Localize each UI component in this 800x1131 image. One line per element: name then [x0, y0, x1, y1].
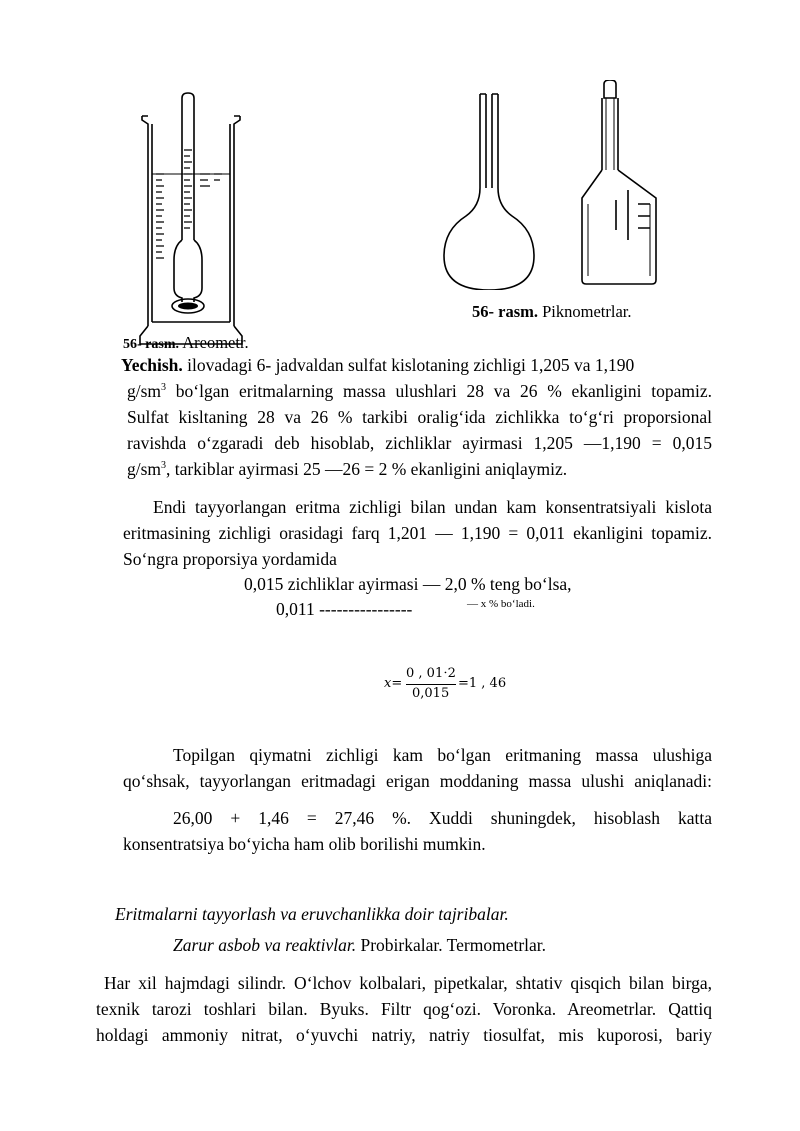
proportion-line-1: 0,015 zichliklar ayirmasi — 2,0 % teng bo‘lsa,	[244, 574, 572, 594]
para3-line-2: qo‘shsak, tayyorlangan eritmadagi erigan moddaning massa ulushi aniqlanadi:	[123, 771, 712, 791]
caption-number: 56- rasm.	[472, 302, 538, 321]
solution-line-5: $g/sm^3$, tarkiblar ayirmasi 25 —26 = 2 % ekanligini aniqlaymiz.	[127, 459, 568, 479]
para2-line-2: eritmasining zichligi orasidagi farq 1,201 — 1,190 = 0,011 ekanligini topamiz.	[123, 523, 712, 543]
formula-rhs: =1 , 46	[458, 676, 507, 691]
proportion-note: — x % bo‘ladi.	[467, 598, 535, 610]
solution-line-3: Sulfat kisltaning 28 va 26 % tarkibi oralig‘ida zichlikka to‘g‘ri proporsional	[127, 407, 712, 427]
proportion-line-2: 0,011 ----------------	[276, 599, 413, 619]
para2-line-3: So‘ngra proporsiya yordamida	[123, 549, 337, 569]
section-line-1: Har xil hajmdagi silindr. O‘lchov kolbalari, pipetkalar, shtativ qisqich bilan birga,	[104, 973, 712, 993]
para3-line-1: Topilgan qiymatni zichligi kam bo‘lgan eritmaning massa ulushiga	[173, 745, 712, 765]
requirements-line: Zarur asbob va reaktivlar. Probirkalar. Termometrlar.	[173, 935, 547, 955]
pycnometer-caption	[472, 300, 631, 324]
para4-line-1: 26,00 + 1,46 = 27,46 %. Xuddi shuningdek, hisoblash katta	[173, 808, 712, 828]
pycnometer-illustration	[440, 80, 670, 290]
formula-denominator: 0,015	[412, 686, 450, 701]
areometer-illustration	[138, 90, 244, 348]
formula	[384, 664, 514, 706]
section-line-2: texnik tarozi toshlari bilan. Byuks. Filtr qog‘ozi. Voronka. Areometrlar. Qattiq	[96, 999, 712, 1019]
caption-text: Areometr.	[179, 333, 249, 352]
para4-line-2: konsentratsiya bo‘yicha ham olib borilishi mumkin.	[123, 834, 486, 854]
formula-numerator: 0 , 01⋅2	[406, 666, 456, 681]
caption-number: 56- rasm.	[123, 337, 179, 352]
section-line-3: holdagi ammoniy nitrat, o‘yuvchi natriy, natriy tiosulfat, mis kuporosi, bariy	[96, 1025, 712, 1045]
section-heading: Eritmalarni tayyorlash va eruvchanlikka doir tajribalar.	[115, 904, 509, 924]
solution-line-2: $g/sm^3$ bo‘lgan eritmalarning massa ulushlari 28 va 26 % ekanligini topamiz.	[127, 381, 712, 401]
caption-text: Piknometrlar.	[537, 302, 632, 321]
solution-line-4: ravishda o‘zgaradi deb hisoblab, zichliklar ayirmasi 1,205 —1,190 = 0,015	[127, 433, 712, 453]
formula-lhs: x=	[384, 676, 403, 691]
fraction-bar	[406, 684, 456, 685]
solution-label: Yechish.	[121, 355, 183, 375]
requirements-label: Zarur asbob va reaktivlar.	[173, 935, 357, 955]
para2-line-1: Endi tayyorlangan eritma zichligi bilan undan kam konsentratsiyali kislota	[153, 497, 712, 517]
solution-line-1: Yechish. ilovadagi 6- jadvaldan sulfat kislotaning zichligi 1,205 va 1,190	[121, 355, 635, 375]
